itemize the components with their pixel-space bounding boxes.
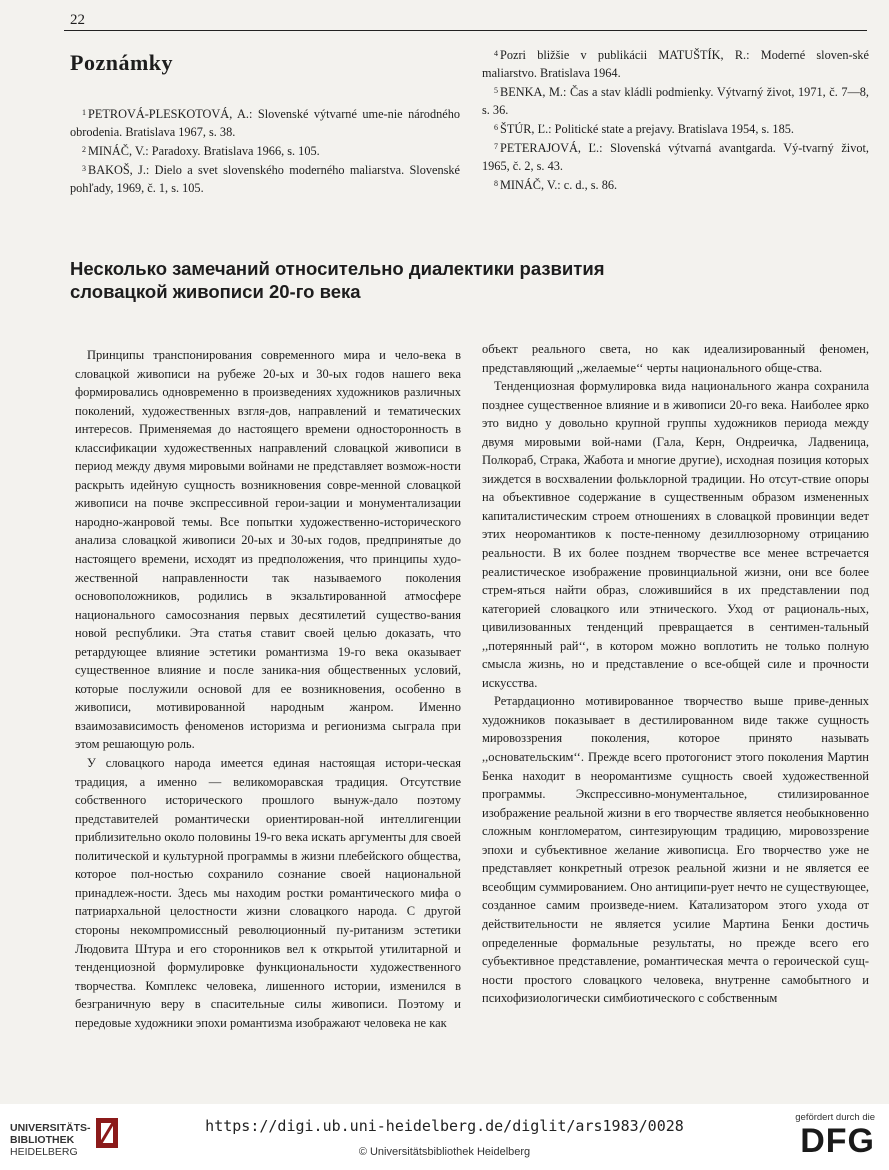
document-url[interactable]: https://digi.ub.uni-heidelberg.de/diglit/ars1983/0028	[205, 1117, 684, 1135]
notes-heading: Poznámky	[70, 50, 173, 75]
note: $^8$ MINÁČ, V.: c. d., s. 86.	[494, 178, 618, 192]
note: $^3$ BAKOŠ, J.: Dielo a svet slovenského moderného maliarstva. Slovenské pohľady, 1969, č. 1, s. 105.	[70, 163, 460, 195]
page-number: 22	[70, 12, 85, 28]
body-right-column	[482, 340, 869, 1008]
notes-left-column	[70, 104, 460, 197]
dfg-label: gefördert durch die	[795, 1112, 875, 1123]
note: $^6$ ŠTÚR, Ľ.: Politické state a prejavy. Bratislava 1954, s. 185.	[494, 122, 794, 136]
note: $^2$ MINÁČ, V.: Paradoxy. Bratislava 1966, s. 105.	[82, 144, 320, 158]
dfg-logo[interactable]: DFG	[800, 1122, 875, 1160]
note: $^7$ PETERAJOVÁ, Ľ.: Slovenská výtvarná avantgarda. Vý-tvarný život, 1965, č. 2, s. 43.	[482, 141, 869, 173]
note: $^4$ Pozri bližšie v publikácii MATUŠTÍK, R.: Moderné sloven-ské maliarstvo. Bratislava 1964.	[482, 48, 869, 80]
title-line-2: словацкой живописи 20-го века	[70, 281, 361, 302]
notes-right-column	[482, 45, 869, 194]
note: $^1$ PETROVÁ-PLESKOTOVÁ, A.: Slovenské výtvarné ume-nie národného obrodenia. Bratislava 1967, s. 38.	[70, 107, 460, 139]
paragraph-continuation: объект реального света, но как идеализированный феномен, представляющий ,,желаемые‘‘ черты национального обще-ства.	[482, 342, 869, 375]
library-logo[interactable]: UNIVERSITÄTS- BIBLIOTHEK HEIDELBERG	[10, 1122, 91, 1158]
top-rule	[64, 30, 867, 31]
paragraph: У словацкого народа имеется единая настоящая истори-ческая традиция, а именно — великоморавская традиция. Отсутствие собственного исторического прошлого вынуж-дало поэтому представителей романтически ориентирован-ной интеллигенции приблизительно около половины 19-го века искать аргументы для своей политической и культурной программы в жизни плебейского общества, которое пол-ностью сохранило сознание своей национальной принадлеж-ности. Здесь мы находим ростки романтического мифа о патриархальной целостности жизни словацкого народа. С другой стороны некомпромиссный революционный пу-ританизм эстетики Людовита Штура и его сторонников вел к открытой утилитарной и тенденциозной формулировке функциональности художественного творчества. Комплекс человека, лишенного истории, изменился в безграничную веру в спасительные силы живописи. Поэтому и передовые художники эпохи романтизма изображают человека не как	[75, 756, 461, 1030]
body-left-column	[75, 346, 461, 1032]
paragraph: Тенденциозная формулировка вида национального жанра сохранила позднее существенное влияние и в живописи 20-го века. Наиболее ярко это видно у довольно крупной группы художников периода между двумя мировыми вой-нами (Гала, Керн, Ондреичка, Ладвеница, Полкораб, Страка, Жабота и многие другие), исходная позиция которых зиждется в восхвалении фольклорной традиции. Но отсут-ствие опоры на объективное содержание в существенным образом измененных капиталистическим строем отношениях в словацкой провинции ведет этих неоромантиков к посте-пенному дезиллюзорному отрицанию реальности. В их более позднем творчестве все менее встречается реалистическое изображение провинциальной жизни, они все более стрем-яться найти образ, сложившийся в их представлении под категорией словацкого или этнического. Уход от рациональ-ных, цивилизованных тенденций превращается в сентимен-тальный ,,потерянный рай‘‘, в котором можно воплотить не только полную смысла жизнь, но и представление о все-общей силе и прочности искусства.	[482, 379, 869, 690]
viewer-footer	[0, 1104, 889, 1170]
title-line-1: Несколько замечаний относительно диалектики развития	[70, 258, 605, 279]
paragraph: Принципы транспонирования современного мира и чело-века в словацкой живописи на рубеже 20-ых и 30-ых годов нашего века формировались одновременно в произведениях художников различных поколений, художественных взгля-дов, направлений и тематических интересов. Применяемая до настоящего времени односторонность в классификации художественных направлений словацкой живописи в период между двумя мировыми войнами не представляет возмож-ности раскрыть идейную сущность возникновения совре-менной словацкой живописи на почве экспрессивной герои-зации и монументализации народно-жанровой темы. Все попытки художественно-исторического анализа словацкой живописи 20-ых и 30-ых годов, предпринятые до настоящего времени, исходят из предположения, что принципы худо-жественной направленности так называемого поколения основоположников, родились в экзальтированной атмосфере национального самосознания первых десятилетий существо-вания новой республики. Эта статья ставит своей целью доказать, что ретардующее влияние эстетики романтизма 19-го века оказывает существенное влияние и после заника-ния общественных условий, которые послужили основой для ее возникновения, особенно в живописи, мотивированной народным жанром. Именно взаимозависимость феноменов историзма и регионизма сыграла при этом решающую роль.	[75, 348, 461, 752]
note: $^5$ BENKA, M.: Čas a stav kládli podmienky. Výtvarný život, 1971, č. 7—8, s. 36.	[482, 85, 869, 117]
paragraph: Ретардационно мотивированное творчество выше приве-денных художников показывает в дестилированном виде также сущность мировоззрения поколения, которое принято называть ,,основательским‘‘. Прежде всего протогонист этого поколения Мартин Бенка находит в неоромантизме сущность своей художественной программы. Экспрессивно-монументальное, стилизированное изображение реальной жизни в его творчестве является необыкновенно сложным конгломератом, синтезирующим традицию, мировоззрение эпохи и субъективное желание живописца. Его творчество уже не представляет конкретный отрезок реальной жизни и не является ее всеобщим суммированием. Оно антиципи-рует нечто не существующее, созданное самим произведе-нием. Катализатором этого ухода от действительности не является усилие Мартина Бенки достичь определенные формальные результаты, но прежде всего его субъективное представление, романтическая мечта о героической сущ-ности простого словацкого человека, внутренне самобытного и психофизиологически симбиотического с собственным	[482, 694, 869, 1006]
article-title	[70, 257, 630, 303]
copyright-text: © Universitätsbibliothek Heidelberg	[358, 1146, 531, 1158]
